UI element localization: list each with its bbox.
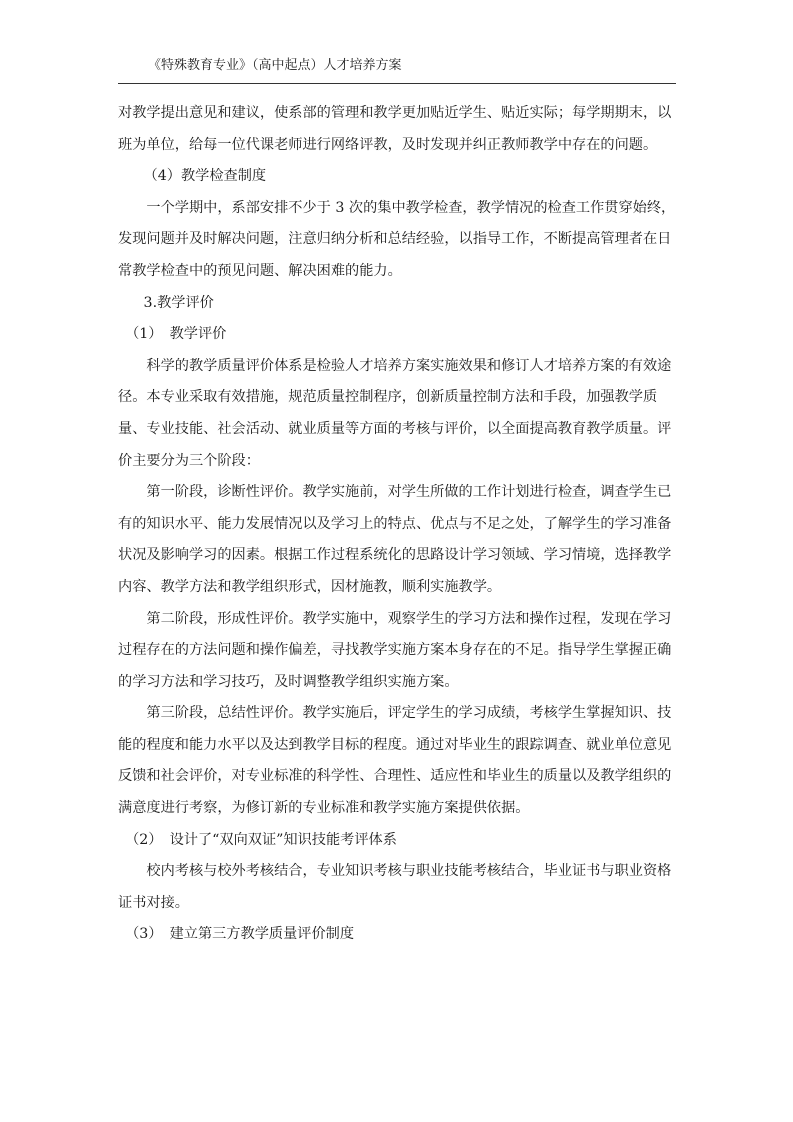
heading-teaching-evaluation: 3.教学评价 bbox=[143, 294, 214, 311]
paragraph-stage-2: 第二阶段，形成性评价。教学实施中，观察学生的学习方法和操作过程，发现在学习过程存在的方法问题和操作偏差，寻找教学实施方案本身存在的不足。指导学生掌握正确的学习方法和学习技巧，及时调整教学组织实施方案。 bbox=[118, 610, 672, 690]
paragraph-evaluation-system: 科学的教学质量评价体系是检验人才培养方案实施效果和修订人才培养方案的有效途径。本专业采取有效措施，规范质量控制程序，创新质量控制方法和手段，加强教学质量、专业技能、社会活动、就业质量等方面的考核与评价，以全面提高教育教学质量。评价主要分为三个阶段： bbox=[118, 357, 672, 469]
document-body bbox=[118, 98, 678, 951]
heading-teaching-inspection: （4）教学检查制度 bbox=[143, 168, 267, 185]
subheading-evaluation-1: （1） 教学评价 bbox=[125, 326, 227, 343]
paragraph-stage-1: 第一阶段，诊断性评价。教学实施前，对学生所做的工作计划进行检查，调查学生已有的知识水平、能力发展情况以及学习上的特点、优点与不足之处，了解学生的学习准备状况及影响学习的因素。根据工作过程系统化的思路设计学习领域、学习情境，选择教学内容、教学方法和教学组织形式，因材施教，顺利实施教学。 bbox=[118, 484, 672, 595]
subheading-evaluation-3: （3） 建立第三方教学质量评价制度 bbox=[125, 926, 355, 943]
paragraph-continuation: 对教学提出意见和建议，使系部的管理和教学更加贴近学生、贴近实际；每学期期末，以班为单位，给每一位代课老师进行网络评教，及时发现并纠正教师教学中存在的问题。 bbox=[118, 105, 672, 153]
header-divider bbox=[118, 83, 676, 84]
paragraph-stage-3: 第三阶段，总结性评价。教学实施后，评定学生的学习成绩，考核学生掌握知识、技能的程度和能力水平以及达到教学目标的程度。通过对毕业生的跟踪调查、就业单位意见反馈和社会评价，对专业标准的科学性、合理性、适应性和毕业生的质量以及教学组织的满意度进行考察，为修订新的专业标准和教学实施方案提供依据。 bbox=[118, 705, 672, 817]
paragraph-assessment: 校内考核与校外考核结合，专业知识考核与职业技能考核结合，毕业证书与职业资格证书对接。 bbox=[118, 863, 672, 911]
subheading-evaluation-2: （2） 设计了“双向双证”知识技能考评体系 bbox=[125, 831, 397, 848]
page-header-title: 《特殊教育专业》（高中起点）人才培养方案 bbox=[148, 58, 402, 73]
paragraph-inspection: 一个学期中，系部安排不少于 3 次的集中教学检查，教学情况的检查工作贯穿始终，发现问题并及时解决问题，注意归纳分析和总结经验，以指导工作，不断提高管理者在日常教学检查中的预见问题、解决困难的能力。 bbox=[118, 199, 676, 279]
